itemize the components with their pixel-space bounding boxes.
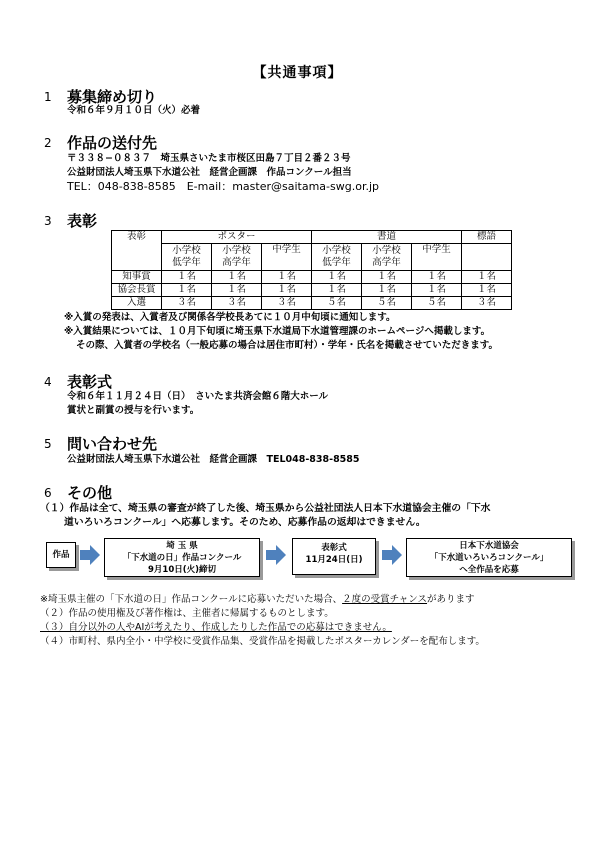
sub-header: 小学校 高学年 xyxy=(362,244,412,271)
sub-header: 中学生 xyxy=(412,244,462,271)
table-cell: ３名 xyxy=(212,297,262,310)
table-cell: １名 xyxy=(412,284,462,297)
flow-saitama-contest: 「下水道の日」作品コンクール xyxy=(122,553,242,563)
award-note-1: ※入賞の発表は、入賞者及び関係各学校長あてに１０月中旬頃に通知します。 xyxy=(64,312,396,323)
section-6-number: 6 xyxy=(44,486,52,500)
sub-header: 小学校 低学年 xyxy=(162,244,212,271)
table-cell: ５名 xyxy=(412,297,462,310)
hyogo-header: 標語 xyxy=(462,231,512,244)
table-cell: １名 xyxy=(462,284,512,297)
section-2-heading: 作品の送付先 xyxy=(67,134,158,152)
section-4-number: 4 xyxy=(44,375,52,389)
section-4-heading: 表彰式 xyxy=(67,373,113,391)
table-cell: １名 xyxy=(212,271,262,284)
ceremony-note: 賞状と副賞の授与を行います。 xyxy=(67,405,200,416)
flow-saitama-title: 埼 玉 県 xyxy=(166,541,198,551)
award-table xyxy=(111,230,512,310)
section-3-heading: 表彰 xyxy=(67,212,98,230)
other-item-1a: （１）作品は全て、埼玉県の審査が終了した後、埼玉県から公益社団法人日本下水道協会主催の「下水 xyxy=(40,503,491,514)
award-note-2: ※入賞結果については、１０月下旬頃に埼玉県下水道局下水道管理課のホームページへ掲載します。 xyxy=(64,326,491,337)
table-cell: １名 xyxy=(162,271,212,284)
chance-note xyxy=(40,593,475,606)
chance-note-a: ※埼玉県主催の「下水道の日」作品コンクールに応募いただいた場合、 xyxy=(40,594,343,605)
section-1-number: 1 xyxy=(44,90,52,104)
table-cell: ５名 xyxy=(362,297,412,310)
row-label: 知事賞 xyxy=(112,271,162,284)
flow-ceremony-title: 表彰式 xyxy=(321,543,347,553)
other-item-4: （４）市町村、県内全小・中学校に受賞作品集、受賞作品を掲載したポスターカレンダーを配布します。 xyxy=(40,636,485,647)
sub-header-empty xyxy=(462,244,512,271)
inquiry-line: 公益財団法人埼玉県下水道公社 経営企画課 TEL048-838-8585 xyxy=(67,454,360,465)
contact-line: TEL：048-838-8585 E-mail：master@saitama-swg.or.jp xyxy=(67,180,379,193)
flow-box-saitama xyxy=(104,538,260,577)
sub-header: 中学生 xyxy=(262,244,312,271)
flow-arrow-icon xyxy=(80,545,100,565)
poster-header: ポスター xyxy=(162,231,312,244)
table-cell: １名 xyxy=(462,271,512,284)
table-cell: １名 xyxy=(362,284,412,297)
shodo-header: 書道 xyxy=(312,231,462,244)
flow-arrow-icon xyxy=(382,545,402,565)
table-cell: １名 xyxy=(362,271,412,284)
table-cell: １名 xyxy=(262,284,312,297)
organization-line: 公益財団法人埼玉県下水道公社 経営企画課 作品コンクール担当 xyxy=(67,167,352,178)
table-corner: 表彰 xyxy=(112,231,162,271)
table-cell: １名 xyxy=(412,271,462,284)
flow-box-ceremony xyxy=(292,538,376,575)
other-item-2: （２）作品の使用権及び著作権は、主催者に帰属するものとします。 xyxy=(40,608,334,619)
section-6-heading: その他 xyxy=(67,484,113,502)
table-cell: ３名 xyxy=(462,297,512,310)
section-1-heading: 募集締め切り xyxy=(67,88,158,106)
table-cell: １名 xyxy=(312,271,362,284)
table-row xyxy=(112,271,512,284)
section-5-heading: 問い合わせ先 xyxy=(67,435,158,453)
flow-association-contest: 「下水道いろいろコンクール」 xyxy=(429,553,549,563)
flow-association-apply: へ全作品を応募 xyxy=(459,565,519,575)
ceremony-date: 令和６年１１月２４日（日） さいたま共済会館６階大ホール xyxy=(67,391,329,402)
page-title: 【共通事項】 xyxy=(252,65,343,81)
chance-note-c: があります xyxy=(427,594,475,605)
sub-header: 小学校 低学年 xyxy=(312,244,362,271)
table-cell: １名 xyxy=(212,284,262,297)
table-cell: １名 xyxy=(162,284,212,297)
table-cell: ３名 xyxy=(262,297,312,310)
flow-ceremony-date: 11月24日(日) xyxy=(305,555,363,565)
other-item-1b: 道いろいろコンクール」へ応募します。そのため、応募作品の返却はできません。 xyxy=(64,517,426,528)
section-3-number: 3 xyxy=(44,214,52,228)
table-cell: ５名 xyxy=(312,297,362,310)
table-cell: ３名 xyxy=(162,297,212,310)
row-label: 協会長賞 xyxy=(112,284,162,297)
award-note-3: その際、入賞者の学校名（一般応募の場合は居住市町村）・学年・氏名を掲載させていただきます。 xyxy=(76,340,498,351)
row-label: 入選 xyxy=(112,297,162,310)
other-item-3: （３）自分以外の人やAIが考えたり、作成したりした作品での応募はできません。 xyxy=(40,622,392,633)
table-row xyxy=(112,297,512,310)
flow-box-association xyxy=(406,538,572,577)
table-row xyxy=(112,284,512,297)
address-line: 〒３３８−０８３７ 埼玉県さいたま市桜区田島７丁目２番２３号 xyxy=(67,153,351,164)
flow-association-title: 日本下水道協会 xyxy=(459,541,519,551)
section-2-number: 2 xyxy=(44,136,52,150)
table-cell: １名 xyxy=(262,271,312,284)
flow-box-work: 作品 xyxy=(46,542,76,568)
sub-header: 小学校 高学年 xyxy=(212,244,262,271)
flow-saitama-deadline: 9月10日(火)締切 xyxy=(147,565,216,575)
deadline-text: 令和６年９月１０日（火）必着 xyxy=(67,105,201,116)
section-5-number: 5 xyxy=(44,437,52,451)
table-cell: １名 xyxy=(312,284,362,297)
chance-note-emphasis: ２度の受賞チャンス xyxy=(342,594,428,605)
flow-arrow-icon xyxy=(266,545,286,565)
